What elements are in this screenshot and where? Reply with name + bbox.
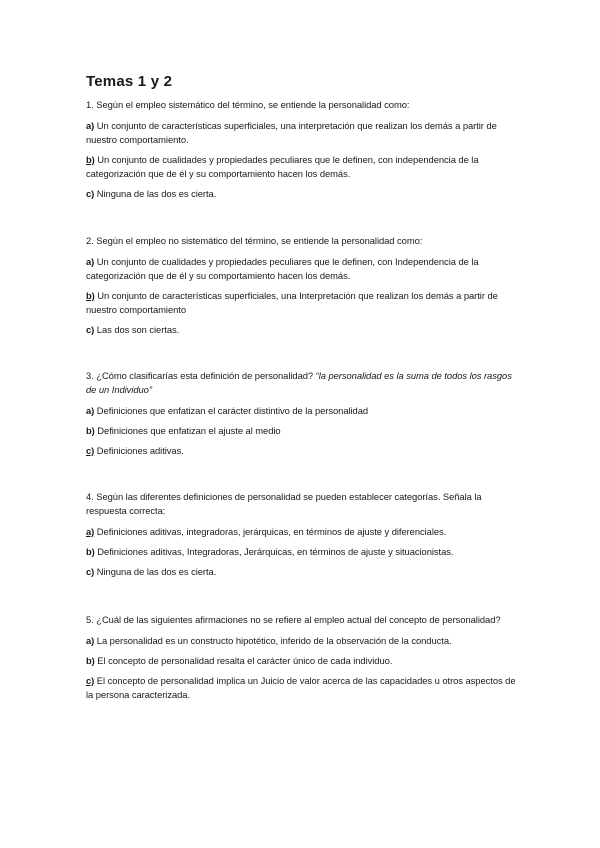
- question-text: 5. ¿Cuál de las siguientes afirmaciones no se refiere al empleo actual del concepto de personalidad?: [86, 614, 501, 625]
- correct-option-letter: a): [86, 526, 95, 537]
- option-text: Las dos son ciertas.: [94, 324, 180, 335]
- answer-option-a: [86, 404, 516, 418]
- option-letter: c): [86, 188, 95, 199]
- definition-quote: “la personalidad es la suma de todos los rasgos de un Individuo”: [86, 370, 512, 395]
- answer-option-b: [86, 289, 516, 317]
- question-text: [86, 369, 516, 397]
- option-text: Un conjunto de características superficiales, una interpretación que realizan los demás a partir de nuestro comportamiento.: [86, 120, 497, 145]
- correct-option-letter: c): [86, 675, 95, 686]
- option-text: El concepto de personalidad resalta el carácter único de cada individuo.: [94, 655, 393, 666]
- question-text: 2. Según el empleo no sistemático del término, se entiende la personalidad como:: [86, 235, 423, 246]
- option-text: Un conjunto de cualidades y propiedades peculiares que le definen, con Independencia de la categorización que de él y su comportamiento hacen los demás.: [86, 256, 479, 281]
- correct-option-letter: c): [86, 445, 95, 456]
- option-text: Definiciones que enfatizan el carácter distintivo de la personalidad: [94, 405, 369, 416]
- page-title: Temas 1 y 2: [86, 73, 173, 90]
- question-3: [86, 369, 516, 458]
- answer-option-b: [86, 654, 516, 668]
- answer-option-a: [86, 634, 516, 648]
- option-letter: a): [86, 635, 95, 646]
- answer-option-c: [86, 565, 516, 579]
- question-5: [86, 613, 516, 702]
- option-text: Un conjunto de características superficiales, una Interpretación que realizan los demás a partir de nuestro comportamiento: [86, 290, 498, 315]
- option-text: El concepto de personalidad implica un Juicio de valor acerca de las capacidades u otros aspectos de la persona caracterizada.: [86, 675, 516, 700]
- option-letter: a): [86, 120, 95, 131]
- option-letter: a): [86, 256, 95, 267]
- answer-option-c: [86, 323, 516, 337]
- option-text: Definiciones aditivas.: [94, 445, 184, 456]
- correct-option-letter: b): [86, 290, 95, 301]
- answer-option-b: [86, 153, 516, 181]
- question-2: [86, 234, 516, 337]
- correct-option-letter: b): [86, 154, 95, 165]
- question-text: 4. Según las diferentes definiciones de personalidad se pueden establecer categorías. Señala la respuesta correcta:: [86, 491, 482, 516]
- option-letter: b): [86, 546, 95, 557]
- option-letter: c): [86, 324, 95, 335]
- option-letter: c): [86, 566, 95, 577]
- question-1: [86, 98, 516, 201]
- option-text: Definiciones aditivas, integradoras, jerárquicas, en términos de ajuste y diferenciales.: [94, 526, 447, 537]
- option-text: Definiciones que enfatizan el ajuste al medio: [94, 425, 281, 436]
- option-letter: b): [86, 655, 95, 666]
- option-letter: b): [86, 425, 95, 436]
- option-letter: a): [86, 405, 95, 416]
- option-text: Ninguna de las dos es cierta.: [94, 188, 217, 199]
- answer-option-a: [86, 255, 516, 283]
- answer-option-a: [86, 119, 516, 147]
- question-text: 1. Según el empleo sistemático del término, se entiende la personalidad como:: [86, 99, 410, 110]
- option-text: Un conjunto de cualidades y propiedades peculiares que le definen, con independencia de la categorización que de él y su comportamiento hacen los demás.: [86, 154, 479, 179]
- answer-option-b: [86, 424, 516, 438]
- question-text-main: 3. ¿Cómo clasificarías esta definición de personalidad?: [86, 370, 316, 381]
- option-text: Definiciones aditivas, Integradoras, Jerárquicas, en términos de ajuste y situacionistas.: [94, 546, 454, 557]
- option-text: La personalidad es un constructo hipotético, inferido de la observación de la conducta.: [94, 635, 452, 646]
- option-text: Ninguna de las dos es cierta.: [94, 566, 217, 577]
- answer-option-a: [86, 525, 516, 539]
- answer-option-c: [86, 444, 516, 458]
- answer-option-c: [86, 187, 516, 201]
- answer-option-b: [86, 545, 516, 559]
- answer-option-c: [86, 674, 516, 702]
- question-4: [86, 490, 516, 579]
